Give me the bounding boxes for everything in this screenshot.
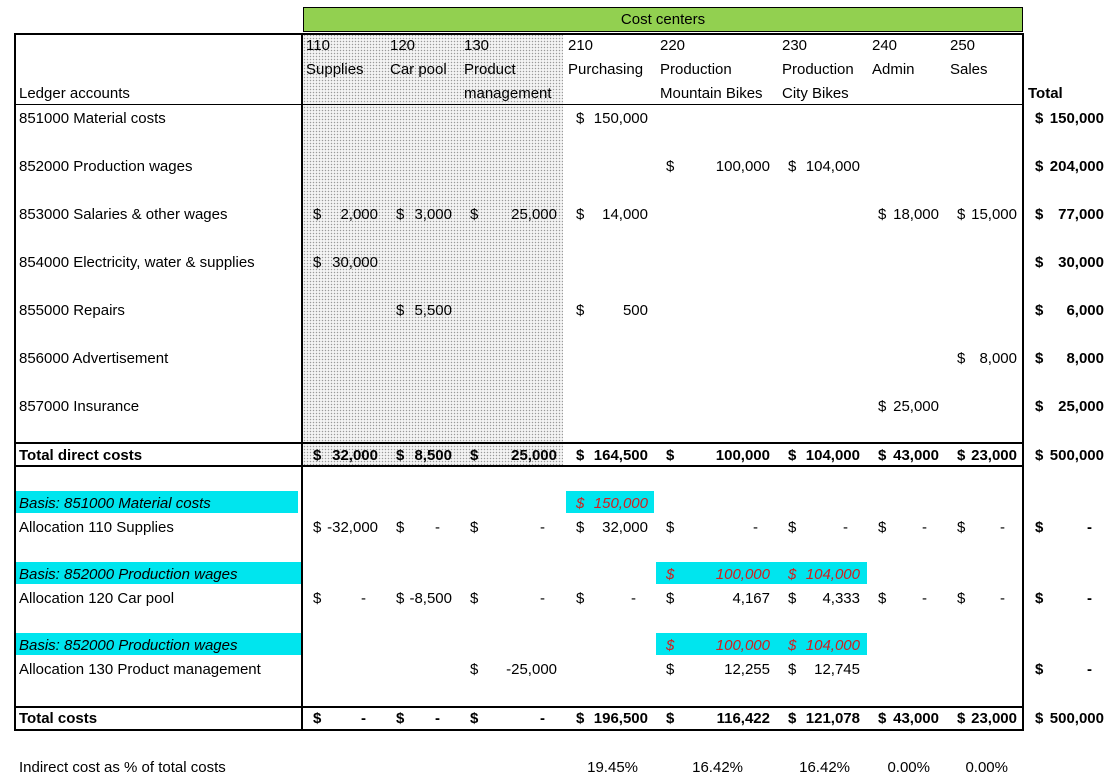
currency-symbol: $ (396, 206, 405, 223)
grid-line (1022, 33, 1024, 731)
currency-symbol: $ (396, 447, 405, 464)
currency-symbol: $ (788, 637, 797, 654)
currency-symbol: $ (1035, 206, 1044, 223)
indirect-240: 0.00% (887, 759, 930, 776)
cell-value: 12,745 (814, 661, 860, 678)
currency-symbol: $ (576, 447, 585, 464)
grid-line (14, 465, 1024, 467)
cell-value: 104,000 (805, 447, 860, 464)
indirect-220: 16.42% (692, 759, 743, 776)
currency-symbol: $ (313, 519, 322, 536)
cost-center-name2: City Bikes (782, 85, 849, 102)
cell-value: 32,000 (332, 447, 378, 464)
cost-center-name1: Admin (872, 61, 915, 78)
currency-symbol: $ (396, 302, 405, 319)
currency-symbol: $ (313, 447, 322, 464)
cell-value: 43,000 (893, 447, 939, 464)
cell-value: 4,333 (822, 590, 860, 607)
cell-value: 100,000 (715, 447, 770, 464)
currency-symbol: $ (957, 519, 966, 536)
cell-value: 8,000 (1066, 350, 1104, 367)
cost-center-code: 240 (872, 37, 898, 54)
cell-value: 164,500 (593, 447, 648, 464)
currency-symbol: $ (878, 710, 887, 727)
currency-symbol: $ (1035, 158, 1044, 175)
currency-symbol: $ (576, 302, 585, 319)
cell-value: - (435, 710, 440, 727)
currency-symbol: $ (666, 710, 675, 727)
currency-symbol: $ (576, 590, 585, 607)
cell-value: 23,000 (971, 447, 1017, 464)
cell-value: - (1000, 519, 1005, 536)
currency-symbol: $ (878, 590, 887, 607)
cell-value: -8,500 (409, 590, 452, 607)
cell-value: 500,000 (1049, 710, 1104, 727)
indirect-230: 16.42% (799, 759, 850, 776)
grid-line (14, 104, 1024, 105)
cell-value: 30,000 (332, 254, 378, 271)
row-label: Total costs (19, 710, 98, 727)
cell-value: 116,422 (716, 710, 770, 727)
row-label: 852000 Production wages (19, 158, 193, 175)
indirect-label: Indirect cost as % of total costs (19, 759, 226, 776)
cell-value: 18,000 (893, 206, 939, 223)
cell-value: - (540, 590, 545, 607)
cell-value: 8,500 (414, 447, 452, 464)
currency-symbol: $ (788, 447, 797, 464)
currency-symbol: $ (470, 710, 479, 727)
cell-value: 150,000 (593, 495, 648, 512)
cell-value: 2,000 (340, 206, 378, 223)
currency-symbol: $ (470, 206, 479, 223)
currency-symbol: $ (1035, 710, 1044, 727)
cell-value: - (540, 710, 545, 727)
currency-symbol: $ (396, 519, 405, 536)
row-label: 851000 Material costs (19, 110, 166, 127)
currency-symbol: $ (878, 206, 887, 223)
cost-center-name1: Sales (950, 61, 988, 78)
currency-symbol: $ (878, 519, 887, 536)
cell-value: 77,000 (1058, 206, 1104, 223)
cell-value: 196,500 (593, 710, 648, 727)
cell-value: 104,000 (805, 637, 860, 654)
cell-value: 12,255 (724, 661, 770, 678)
cell-value: 23,000 (971, 710, 1017, 727)
cell-value: 104,000 (805, 566, 860, 583)
cell-value: 500 (622, 302, 648, 319)
cell-value: 25,000 (511, 447, 557, 464)
cost-center-name1: Production (660, 61, 732, 78)
currency-symbol: $ (957, 350, 966, 367)
row-label: Allocation 120 Car pool (19, 590, 175, 607)
cost-center-name1: Supplies (306, 61, 364, 78)
cell-value: 5,500 (414, 302, 452, 319)
grid-line (14, 33, 1024, 35)
cell-value: - (361, 710, 366, 727)
currency-symbol: $ (788, 710, 797, 727)
currency-symbol: $ (470, 519, 479, 536)
cost-centers-header (303, 7, 1023, 32)
cell-value: 100,000 (715, 158, 770, 175)
cost-center-code: 230 (782, 37, 808, 54)
cost-center-code: 110 (306, 37, 330, 54)
currency-symbol: $ (470, 447, 479, 464)
currency-symbol: $ (313, 206, 322, 223)
grid-line (14, 706, 1024, 708)
cell-value: 150,000 (593, 110, 648, 127)
cell-value: 43,000 (893, 710, 939, 727)
cell-value: - (540, 519, 545, 536)
cell-value: - (753, 519, 758, 536)
currency-symbol: $ (666, 566, 675, 583)
ledger-accounts-header: Ledger accounts (19, 85, 130, 102)
total-header: Total (1028, 85, 1063, 102)
currency-symbol: $ (313, 710, 322, 727)
row-label: Total direct costs (19, 447, 143, 464)
currency-symbol: $ (1035, 398, 1044, 415)
cell-value: 14,000 (602, 206, 648, 223)
currency-symbol: $ (788, 158, 797, 175)
row-label: 855000 Repairs (19, 302, 125, 319)
currency-symbol: $ (666, 661, 675, 678)
currency-symbol: $ (666, 447, 675, 464)
cost-center-code: 220 (660, 37, 686, 54)
currency-symbol: $ (576, 519, 585, 536)
cell-value: 15,000 (971, 206, 1017, 223)
cell-value: - (1000, 590, 1005, 607)
currency-symbol: $ (470, 661, 479, 678)
currency-symbol: $ (1035, 519, 1044, 536)
currency-symbol: $ (957, 590, 966, 607)
cell-value: - (1087, 519, 1092, 536)
cell-value: 100,000 (715, 566, 770, 583)
currency-symbol: $ (576, 710, 585, 727)
cell-value: 4,167 (732, 590, 770, 607)
currency-symbol: $ (576, 495, 585, 512)
currency-symbol: $ (1035, 590, 1044, 607)
currency-symbol: $ (396, 590, 405, 607)
currency-symbol: $ (788, 661, 797, 678)
currency-symbol: $ (1035, 350, 1044, 367)
cell-value: 32,000 (602, 519, 648, 536)
cost-centers-title: Cost centers (620, 11, 706, 28)
cell-value: - (922, 519, 927, 536)
row-label: Allocation 130 Product management (19, 661, 261, 678)
currency-symbol: $ (957, 206, 966, 223)
currency-symbol: $ (788, 566, 797, 583)
cell-value: 500,000 (1049, 447, 1104, 464)
cell-value: 104,000 (805, 158, 860, 175)
cost-center-code: 120 (390, 37, 416, 54)
currency-symbol: $ (666, 637, 675, 654)
currency-symbol: $ (878, 447, 887, 464)
grid-line (14, 442, 1024, 444)
cell-value: 30,000 (1058, 254, 1104, 271)
currency-symbol: $ (1035, 254, 1044, 271)
row-label: Basis: 852000 Production wages (19, 637, 238, 654)
currency-symbol: $ (1035, 661, 1044, 678)
cell-value: -25,000 (506, 661, 557, 678)
currency-symbol: $ (313, 590, 322, 607)
cell-value: - (1087, 661, 1092, 678)
cost-center-code: 210 (568, 37, 594, 54)
currency-symbol: $ (788, 519, 797, 536)
cell-value: 6,000 (1066, 302, 1104, 319)
cell-value: 25,000 (1058, 398, 1104, 415)
row-label: Allocation 110 Supplies (19, 519, 174, 536)
row-label: 853000 Salaries & other wages (19, 206, 228, 223)
currency-symbol: $ (470, 590, 479, 607)
cell-value: 150,000 (1049, 110, 1104, 127)
currency-symbol: $ (396, 710, 405, 727)
cell-value: 121,078 (805, 710, 860, 727)
cost-center-name1: Car pool (390, 61, 447, 78)
grid-line (14, 729, 1024, 731)
cell-value: - (361, 590, 366, 607)
currency-symbol: $ (666, 590, 675, 607)
row-label: 857000 Insurance (19, 398, 140, 415)
cell-value: - (1087, 590, 1092, 607)
currency-symbol: $ (666, 519, 675, 536)
cost-center-name1: Product (464, 61, 516, 78)
cost-center-code: 130 (464, 37, 490, 54)
cell-value: -32,000 (327, 519, 378, 536)
currency-symbol: $ (576, 110, 585, 127)
row-label: 854000 Electricity, water & supplies (19, 254, 255, 271)
grid-line (14, 33, 16, 731)
cell-value: 204,000 (1049, 158, 1104, 175)
row-label: 856000 Advertisement (19, 350, 169, 367)
currency-symbol: $ (957, 447, 966, 464)
cell-value: 3,000 (414, 206, 452, 223)
currency-symbol: $ (1035, 447, 1044, 464)
cost-center-name1: Production (782, 61, 854, 78)
currency-symbol: $ (576, 206, 585, 223)
indirect-210: 19.45% (587, 759, 638, 776)
currency-symbol: $ (957, 710, 966, 727)
currency-symbol: $ (313, 254, 322, 271)
cell-value: - (843, 519, 848, 536)
cost-center-name2: Mountain Bikes (660, 85, 763, 102)
cost-center-name2: management (464, 85, 552, 102)
currency-symbol: $ (1035, 110, 1044, 127)
cell-value: - (922, 590, 927, 607)
row-label: Basis: 852000 Production wages (19, 566, 238, 583)
currency-symbol: $ (666, 158, 675, 175)
cost-center-name1: Purchasing (568, 61, 644, 78)
cell-value: 25,000 (893, 398, 939, 415)
cell-value: 25,000 (511, 206, 557, 223)
cost-center-code: 250 (950, 37, 976, 54)
currency-symbol: $ (788, 590, 797, 607)
cell-value: - (435, 519, 440, 536)
cell-value: 8,000 (979, 350, 1017, 367)
currency-symbol: $ (1035, 302, 1044, 319)
row-label: Basis: 851000 Material costs (19, 495, 211, 512)
cell-value: - (631, 590, 636, 607)
cell-value: 100,000 (715, 637, 770, 654)
indirect-250: 0.00% (965, 759, 1008, 776)
currency-symbol: $ (878, 398, 887, 415)
grid-line (301, 33, 303, 731)
